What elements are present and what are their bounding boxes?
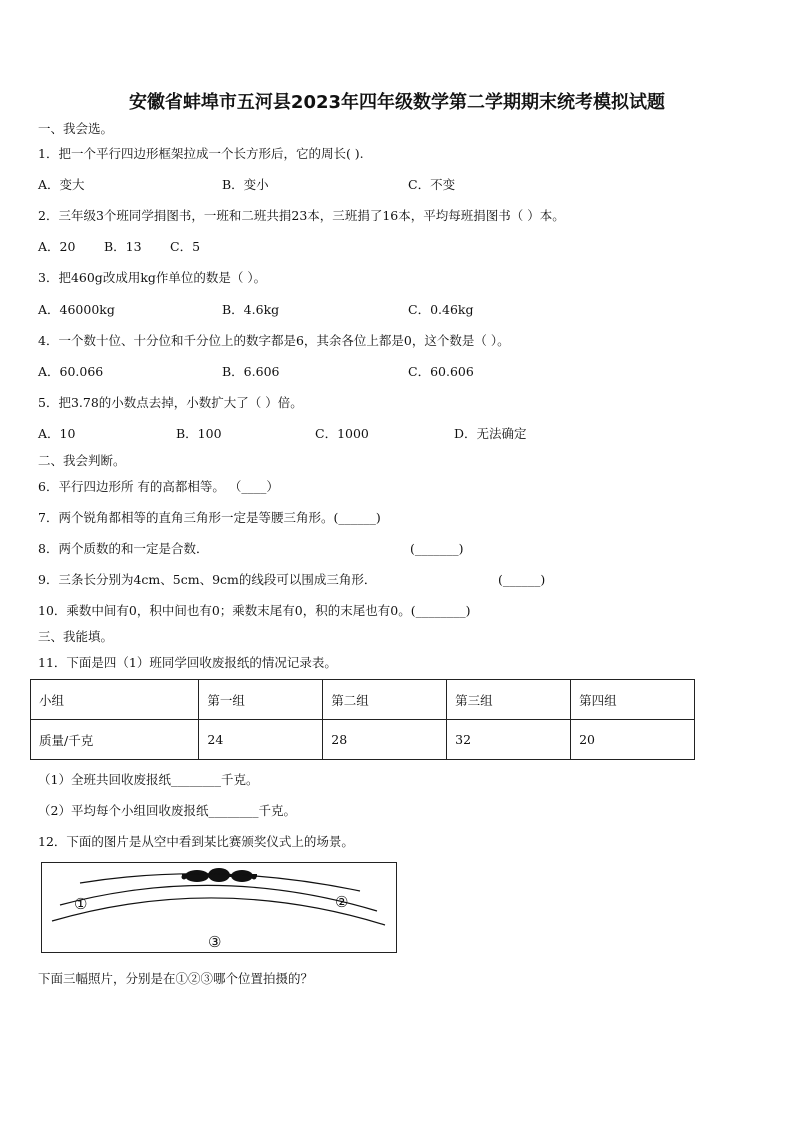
q5-option-b: B．100 xyxy=(176,426,222,441)
q3-option-c: C．0.46kg xyxy=(408,302,474,317)
position-label-3: ③ xyxy=(208,933,222,951)
question-11-part-1: （1）全班共回收废报纸________千克。 xyxy=(38,772,259,787)
table-cell: 质量/千克 xyxy=(31,720,199,760)
question-12: 12．下面的图片是从空中看到某比赛颁奖仪式上的场景。 xyxy=(38,834,354,849)
q1-option-c: C．不变 xyxy=(408,177,456,192)
section-heading-2: 二、我会判断。 xyxy=(38,453,126,468)
q2-option-a: A．20 xyxy=(38,239,76,254)
q3-option-a: A．46000kg xyxy=(38,302,115,317)
position-label-1: ① xyxy=(74,895,88,913)
q5-option-a: A．10 xyxy=(38,426,76,441)
table-cell: 20 xyxy=(571,720,695,760)
question-8: 8．两个质数的和一定是合数． xyxy=(38,541,209,556)
question-11-part-2: （2）平均每个小组回收废报纸________千克。 xyxy=(38,803,296,818)
question-11: 11．下面是四（1）班同学回收废报纸的情况记录表。 xyxy=(38,655,337,670)
q8-answer-blank: (_______) xyxy=(410,541,464,556)
section-heading-3: 三、我能填。 xyxy=(38,629,114,644)
q1-option-a: A．变大 xyxy=(38,177,85,192)
table-cell: 32 xyxy=(447,720,571,760)
podium-figure xyxy=(41,862,397,953)
table-cell: 第二组 xyxy=(323,680,447,720)
question-5: 5．把3.78的小数点去掉，小数扩大了（ ）倍。 xyxy=(38,395,303,410)
question-12-follow-up: 下面三幅照片，分别是在①②③哪个位置拍摄的？ xyxy=(38,971,314,986)
question-6: 6．平行四边形所 有的高都相等。 （____） xyxy=(38,479,279,494)
table-cell: 第一组 xyxy=(199,680,323,720)
question-2: 2．三年级3个班同学捐图书，一班和二班共捐23本，三班捐了16本，平均每班捐图书（ ）本。 xyxy=(38,208,565,223)
question-4: 4．一个数十位、十分位和千分位上的数字都是6，其余各位上都是0，这个数是（ ）。 xyxy=(38,333,510,348)
q2-option-b: B．13 xyxy=(104,239,142,254)
question-9: 9．三条长分别为4cm、5cm、9cm的线段可以围成三角形． xyxy=(38,572,377,587)
question-10: 10．乘数中间有0，积中间也有0；乘数末尾有0，积的末尾也有0。(________) xyxy=(38,603,471,618)
table-cell: 第四组 xyxy=(571,680,695,720)
q4-option-b: B．6.606 xyxy=(222,364,280,379)
table-cell: 28 xyxy=(323,720,447,760)
page-title: 安徽省蚌埠市五河县2023年四年级数学第二学期期末统考模拟试题 xyxy=(128,92,666,113)
record-table xyxy=(30,679,695,760)
section-heading-1: 一、我会选。 xyxy=(38,121,114,136)
q5-option-d: D．无法确定 xyxy=(454,426,527,441)
question-1: 1．把一个平行四边形框架拉成一个长方形后，它的周长( ). xyxy=(38,146,364,161)
question-3: 3．把460g改成用kg作单位的数是（ ）。 xyxy=(38,270,267,285)
table-cell: 第三组 xyxy=(447,680,571,720)
q1-option-b: B．变小 xyxy=(222,177,269,192)
q5-option-c: C．1000 xyxy=(315,426,369,441)
table-row xyxy=(31,720,695,760)
q4-option-a: A．60.066 xyxy=(38,364,104,379)
table-cell: 24 xyxy=(199,720,323,760)
podium-diagram xyxy=(42,863,395,951)
position-label-2: ② xyxy=(335,893,349,911)
table-cell: 小组 xyxy=(31,680,199,720)
q9-answer-blank: (______) xyxy=(498,572,546,587)
question-7: 7．两个锐角都相等的直角三角形一定是等腰三角形。(______) xyxy=(38,510,381,525)
q4-option-c: C．60.606 xyxy=(408,364,474,379)
table-header-row xyxy=(31,680,695,720)
q2-option-c: C．5 xyxy=(170,239,201,254)
q3-option-b: B．4.6kg xyxy=(222,302,280,317)
